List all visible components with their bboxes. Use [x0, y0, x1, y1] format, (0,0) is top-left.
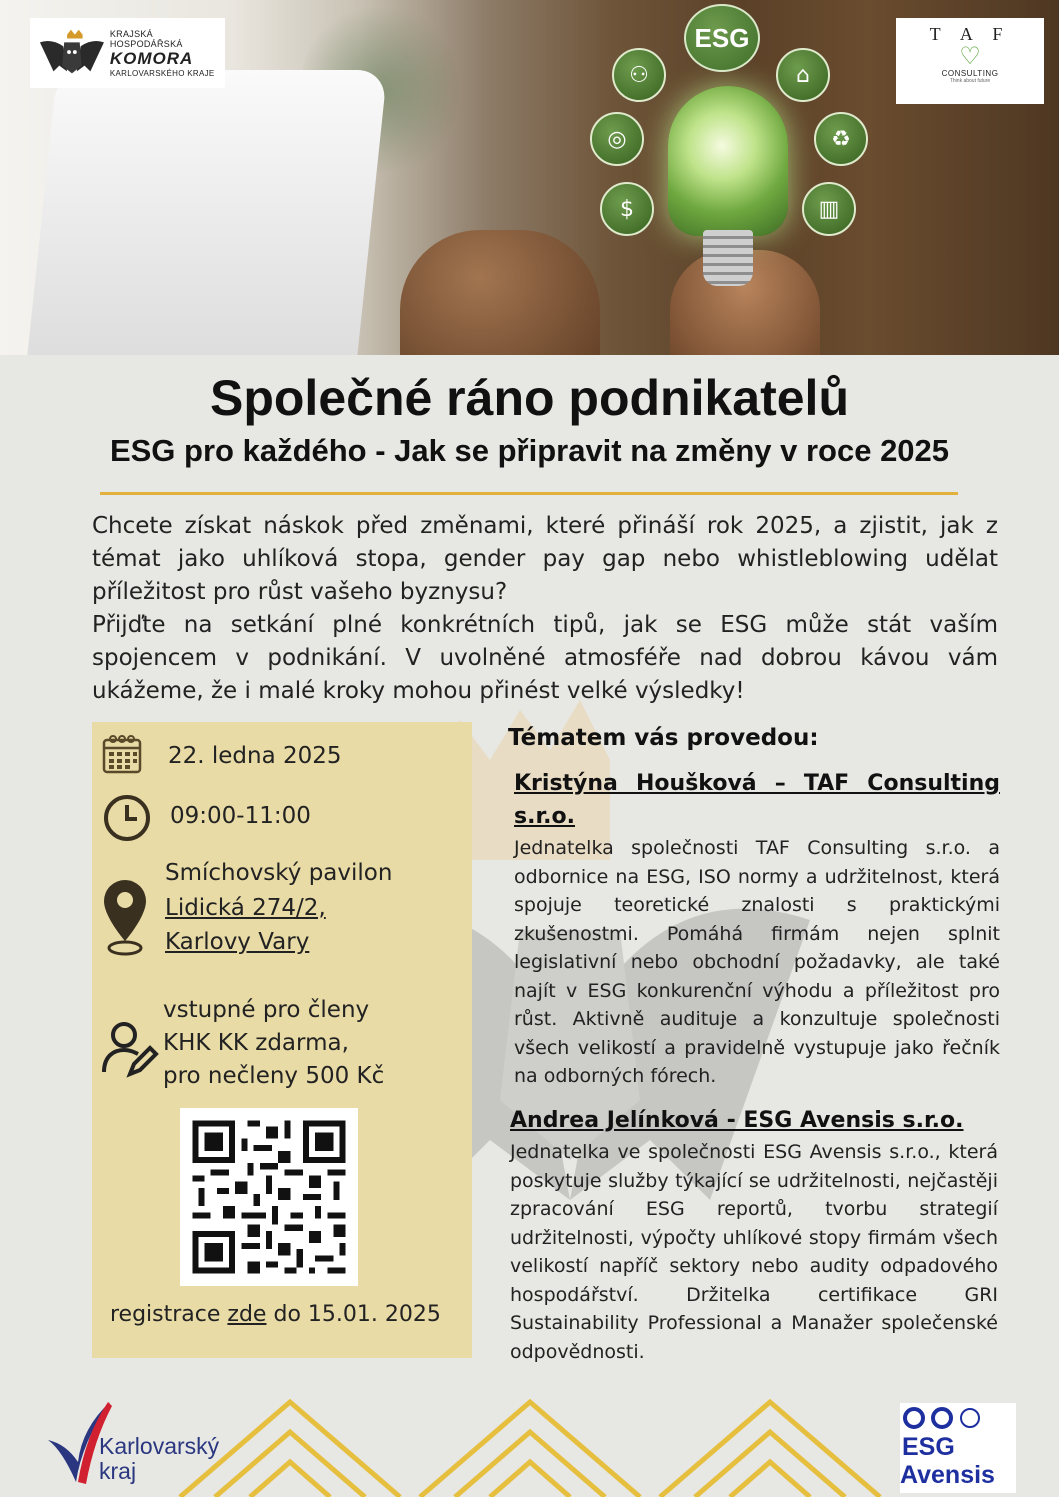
bank-icon: ⌂ — [776, 48, 830, 102]
esg-avensis-logo — [900, 1403, 1016, 1493]
event-street-row — [165, 892, 326, 924]
registration-link[interactable]: zde — [227, 1302, 267, 1327]
registration-prefix: registrace — [110, 1302, 228, 1327]
taf-logo-line2: CONSULTING — [941, 69, 999, 78]
laptop-image — [23, 70, 388, 355]
event-venue: Smíchovský pavilon — [165, 860, 393, 886]
event-fee-line1: vstupné pro členy — [163, 997, 370, 1023]
event-fee-line2: KHK KK zdarma, — [163, 1030, 349, 1056]
intro-text — [92, 510, 998, 708]
registration-suffix: do 15.01. 2025 — [266, 1302, 441, 1327]
clock-icon — [102, 793, 152, 843]
esg-badge: ESG — [684, 4, 760, 72]
intro-paragraph-2: Přijďte na setkání plné konkrétních tipů, jak se ESG může stát vaším spojencem v podnikání. V uvolněné atmosféře nad dobrou kávou vám ukážeme, že i malé kroky mohou přinést velké výsledky! — [92, 612, 998, 704]
event-street-link[interactable]: Lidická 274/2, — [165, 895, 326, 921]
event-fee-line3: pro nečleny 500 Kč — [163, 1063, 385, 1089]
speaker1-bio: Jednatelka společnosti TAF Consulting s.r.o. a odbornice na ESG, ISO normy a udržitelnost, která spojuje teoretické znalosti s praktickými zkušenostmi. Pomáhá firmám nejen splnit legislativní nebo obchodní požadavky, ale také najít v ESG konkurenční výhodu a příležitost pro růst. Aktivně audituje a konzultuje společnosti všech velikostí a pravidelně vystupuje jako řečník na odborných fórech. — [514, 837, 1000, 1087]
esga-logo-line2: Avensis — [900, 1461, 995, 1489]
gold-divider — [100, 492, 958, 495]
karlovarsky-kraj-logo — [44, 1400, 254, 1490]
speakers-heading: Tématem vás provedou: — [508, 725, 819, 751]
page-title: Společné ráno podnikatelů — [210, 370, 849, 426]
kraj-logo-line2: kraj — [99, 1458, 137, 1484]
avensis-circles-icon — [902, 1405, 992, 1431]
factory-icon: ▥ — [802, 182, 856, 236]
lightbulb-base — [703, 230, 753, 286]
leaf-heart-icon: ♡ — [959, 44, 981, 70]
people-icon: ⚇ — [612, 48, 666, 102]
khk-logo — [30, 18, 225, 88]
target-icon: ◎ — [590, 112, 644, 166]
intro-paragraph-1: Chcete získat náskok před změnami, které přináší rok 2025, a zjistit, jak z témat jako uhlíková stopa, gender pay gap nebo whistleblowing udělat příležitost pro růst vašeho byznysu? — [92, 513, 998, 605]
page-subtitle: ESG pro každého - Jak se připravit na změny v roce 2025 — [109, 433, 950, 468]
kraj-logo-line1: Karlovarský — [99, 1433, 220, 1459]
event-city-link[interactable]: Karlovy Vary — [165, 929, 310, 955]
recycle-icon: ♻ — [814, 112, 868, 166]
speaker1-name-line2: s.r.o. — [514, 804, 575, 829]
typing-hand-image — [400, 230, 600, 355]
event-time: 09:00-11:00 — [170, 803, 311, 829]
khk-logo-line1: KRAJSKÁ HOSPODÁŘSKÁ — [109, 28, 183, 49]
speaker1-name-line1: Kristýna Houšková – TAF Consulting — [514, 771, 1000, 796]
speaker2-bio: Jednatelka ve společnosti ESG Avensis s.r.o., která poskytuje služby týkající se udržitelnosti, nejčastěji zpracování ESG reportů, tvorbu strategií udržitelnosti, výpočty uhlíkové stopy firmám všech velikostí napříč sektory nebo audity odpadového hospodářství. Držitelka certifikace GRI Sustainability Professional a Manažer společenské odpovědnosti. — [510, 1141, 998, 1363]
khk-logo-line3: KARLOVARSKÉHO KRAJE — [109, 68, 215, 78]
registration-qr-code[interactable] — [180, 1108, 358, 1286]
taf-logo-line3: Think about future — [949, 78, 991, 84]
registration-text — [110, 1302, 441, 1327]
speaker2-name: Andrea Jelínková - ESG Avensis s.r.o. — [510, 1108, 964, 1133]
event-date: 22. ledna 2025 — [168, 743, 342, 769]
taf-logo — [896, 18, 1044, 104]
taf-logo-line1: T A F — [929, 24, 1011, 44]
esga-logo-line1: ESG — [902, 1433, 955, 1461]
money-growth-icon: $ — [600, 182, 654, 236]
khk-logo-line2: KOMORA — [109, 48, 194, 68]
calendar-icon — [102, 734, 142, 774]
user-edit-icon — [100, 1018, 160, 1078]
event-city-row — [165, 926, 309, 958]
khk-lion-icon — [38, 28, 106, 78]
globe-lightbulb-image — [668, 86, 788, 236]
location-pin-icon — [102, 878, 148, 958]
